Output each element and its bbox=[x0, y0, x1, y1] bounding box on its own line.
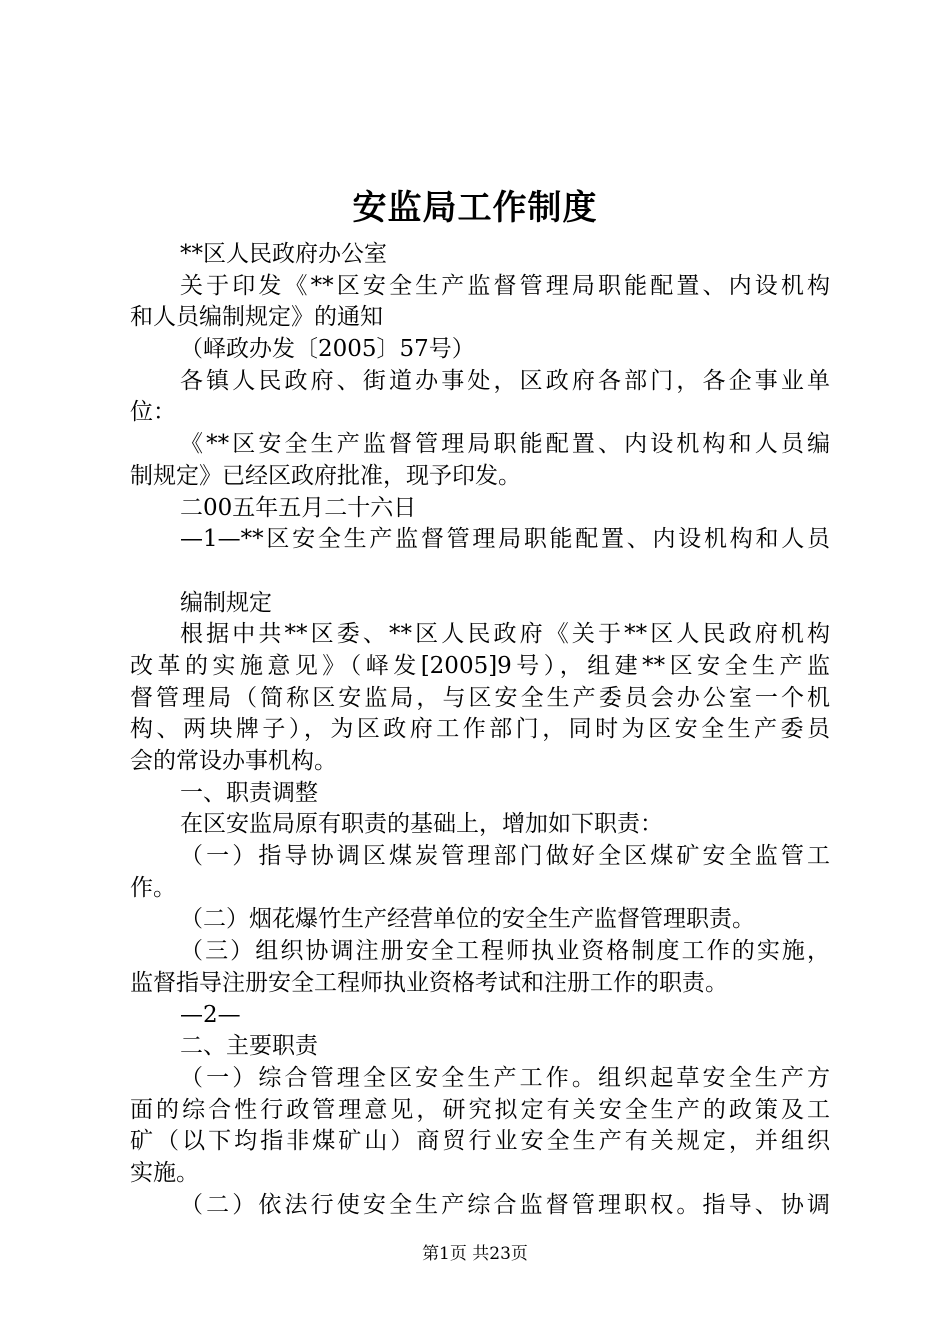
section-heading: 二、主要职责 bbox=[180, 1033, 318, 1060]
blank-line bbox=[130, 556, 830, 588]
page-footer: 第1页 共23页 bbox=[422, 1244, 528, 1264]
text-line: —1—**区安全生产监督管理局职能配置、内设机构和人员 bbox=[180, 526, 830, 553]
text-line: （三）组织协调注册安全工程师执业资格制度工作的实施， bbox=[180, 938, 830, 965]
text-line: 在区安监局原有职责的基础上，增加如下职责： bbox=[180, 811, 663, 838]
document-body bbox=[130, 239, 830, 1221]
text-line: 关于印发《**区安全生产监督管理局职能配置、内设机构 bbox=[180, 272, 830, 299]
text-line: 和人员编制规定》的通知 bbox=[130, 304, 383, 331]
section-heading: 一、职责调整 bbox=[180, 779, 318, 806]
text-line: 《**区安全生产监督管理局职能配置、内设机构和人员编 bbox=[180, 431, 830, 458]
text-line: 构、两块牌子），为区政府工作部门，同时为区安全生产委员 bbox=[130, 716, 830, 743]
text-line: 会的常设办事机构。 bbox=[130, 748, 337, 774]
text-line: 各镇人民政府、街道办事处，区政府各部门，各企事业单 bbox=[180, 367, 830, 394]
document-title: 安监局工作制度 bbox=[352, 188, 598, 228]
text-line: 实施。 bbox=[130, 1159, 199, 1186]
text-line: 矿（以下均指非煤矿山）商贸行业安全生产有关规定，并组织 bbox=[130, 1128, 830, 1155]
page-marker: —2— bbox=[180, 1001, 241, 1028]
text-line: 二00五年五月二十六日 bbox=[180, 494, 417, 521]
text-line: （峄政办发〔2005〕57号） bbox=[180, 336, 475, 363]
text-line: 监督指导注册安全工程师执业资格考试和注册工作的职责。 bbox=[130, 969, 728, 996]
text-line: 编制规定 bbox=[180, 589, 272, 616]
text-line: （二）烟花爆竹生产经营单位的安全生产监督管理职责。 bbox=[180, 906, 755, 933]
text-line: 位： bbox=[130, 399, 176, 426]
text-line: （一）指导协调区煤炭管理部门做好全区煤矿安全监管工 bbox=[180, 843, 830, 870]
text-line: （一）综合管理全区安全生产工作。组织起草安全生产方 bbox=[180, 1064, 830, 1091]
text-line: **区人民政府办公室 bbox=[180, 241, 387, 267]
text-line: 改革的实施意见》（峄发[2005]9号），组建**区安全生产监 bbox=[130, 652, 830, 679]
text-line: 督管理局（简称区安监局，与区安全生产委员会办公室一个机 bbox=[130, 684, 830, 711]
text-line: 面的综合性行政管理意见，研究拟定有关安全生产的政策及工 bbox=[130, 1096, 830, 1123]
text-line: 制规定》已经区政府批准，现予印发。 bbox=[130, 462, 521, 489]
text-line: （二）依法行使安全生产综合监督管理职权。指导、协调 bbox=[180, 1191, 830, 1218]
text-line: 作。 bbox=[130, 874, 176, 901]
text-line: 根据中共**区委、**区人民政府《关于**区人民政府机构 bbox=[180, 621, 830, 648]
